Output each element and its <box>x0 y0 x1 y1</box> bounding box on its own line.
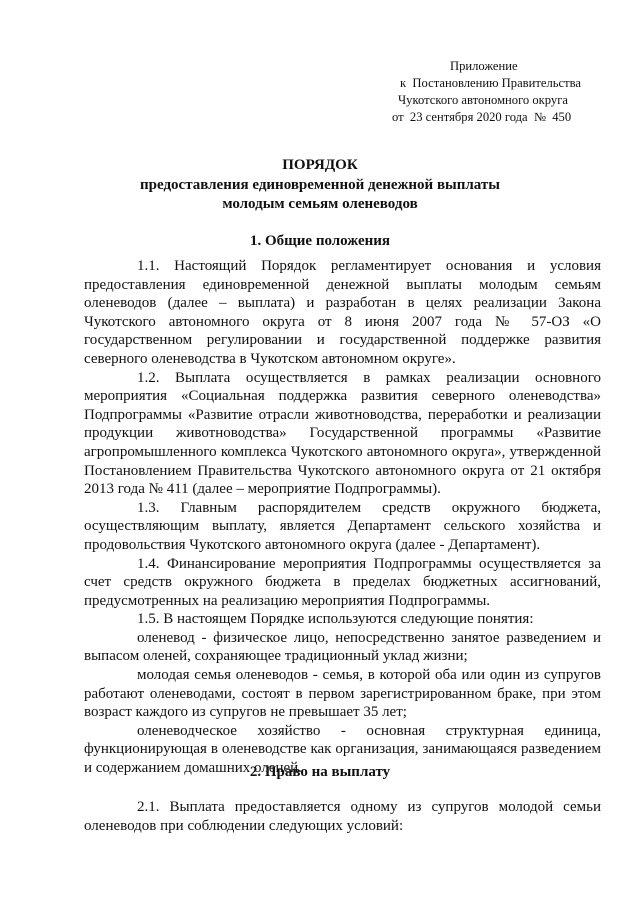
paragraph-1-2: 1.2. Выплата осуществляется в рамках реализации основного мероприятия «Социальная поддержка развития северного оленеводства» Подпрограммы «Развитие отрасли животноводства, переработки и реализации продукции животноводства» Государственной программы «Развитие агропромышленного комплекса Чукотского автономного округа», утвержденной Постановлением Правительства Чукотского автономного округа от 21 октября 2013 года № 411 (далее – мероприятие Подпрограммы). <box>84 369 601 498</box>
document-subtitle-line2: молодым семьям оленеводов <box>222 196 418 212</box>
definition-reindeer-herder: оленевод - физическое лицо, непосредственно занятое разведением и выпасом оленей, сохраняющее традиционный уклад жизни; <box>84 629 601 665</box>
paragraph-1-4: 1.4. Финансирование мероприятия Подпрограммы осуществляется за счет средств окружного бюджета в пределах бюджетных ассигнований, предусмотренных на реализацию мероприятия Подпрограммы. <box>84 555 601 609</box>
paragraph-1-5: 1.5. В настоящем Порядке используются следующие понятия: <box>137 611 534 628</box>
appendix-header <box>392 58 581 126</box>
paragraph-1-1: 1.1. Настоящий Порядок регламентирует основания и условия предоставления единовременной денежной выплаты молодым семьям оленеводов (далее – выплата) и разработан в целях реализации Закона Чукотского автономного округа от 8 июня 2007 года № 57-ОЗ «О государственном регулировании и государственной поддержке развития северного оленеводства в Чукотском автономном округе». <box>84 258 601 367</box>
paragraph-2-1: 2.1. Выплата предоставляется одному из супругов молодой семьи оленеводов при соблюдении следующих условий: <box>84 799 601 834</box>
appendix-resolution: к Постановлению Правительства <box>400 76 581 90</box>
document-subtitle-line1: предоставления единовременной денежной выплаты <box>140 177 500 193</box>
section-1-body <box>84 257 601 778</box>
appendix-date-number: от 23 сентября 2020 года № 450 <box>392 110 572 124</box>
section-2-body <box>84 798 601 835</box>
definition-young-family: молодая семья оленеводов - семья, в которой оба или один из супругов работают оленеводами, состоят в первом зарегистрированном браке, при этом возраст каждого из супругов не превышает 35 лет; <box>84 667 601 721</box>
paragraph-1-3: 1.3. Главным распорядителем средств окружного бюджета, осуществляющим выплату, является Департамент сельского хозяйства и продовольствия Чукотского автономного округа (далее - Департамент). <box>84 499 601 553</box>
definition-herding-farm: оленеводческое хозяйство - основная структурная единица, функционирующая в оленеводстве как организация, занимающаяся разведением и содержанием домашних оленей. <box>84 722 601 777</box>
section-2-heading: 2. Право на выплату <box>249 764 391 780</box>
appendix-label: Приложение <box>450 59 518 73</box>
appendix-region: Чукотского автономного округа <box>398 93 568 107</box>
section-1-heading: 1. Общие положения <box>249 233 391 249</box>
document-title: ПОРЯДОК <box>282 157 358 173</box>
